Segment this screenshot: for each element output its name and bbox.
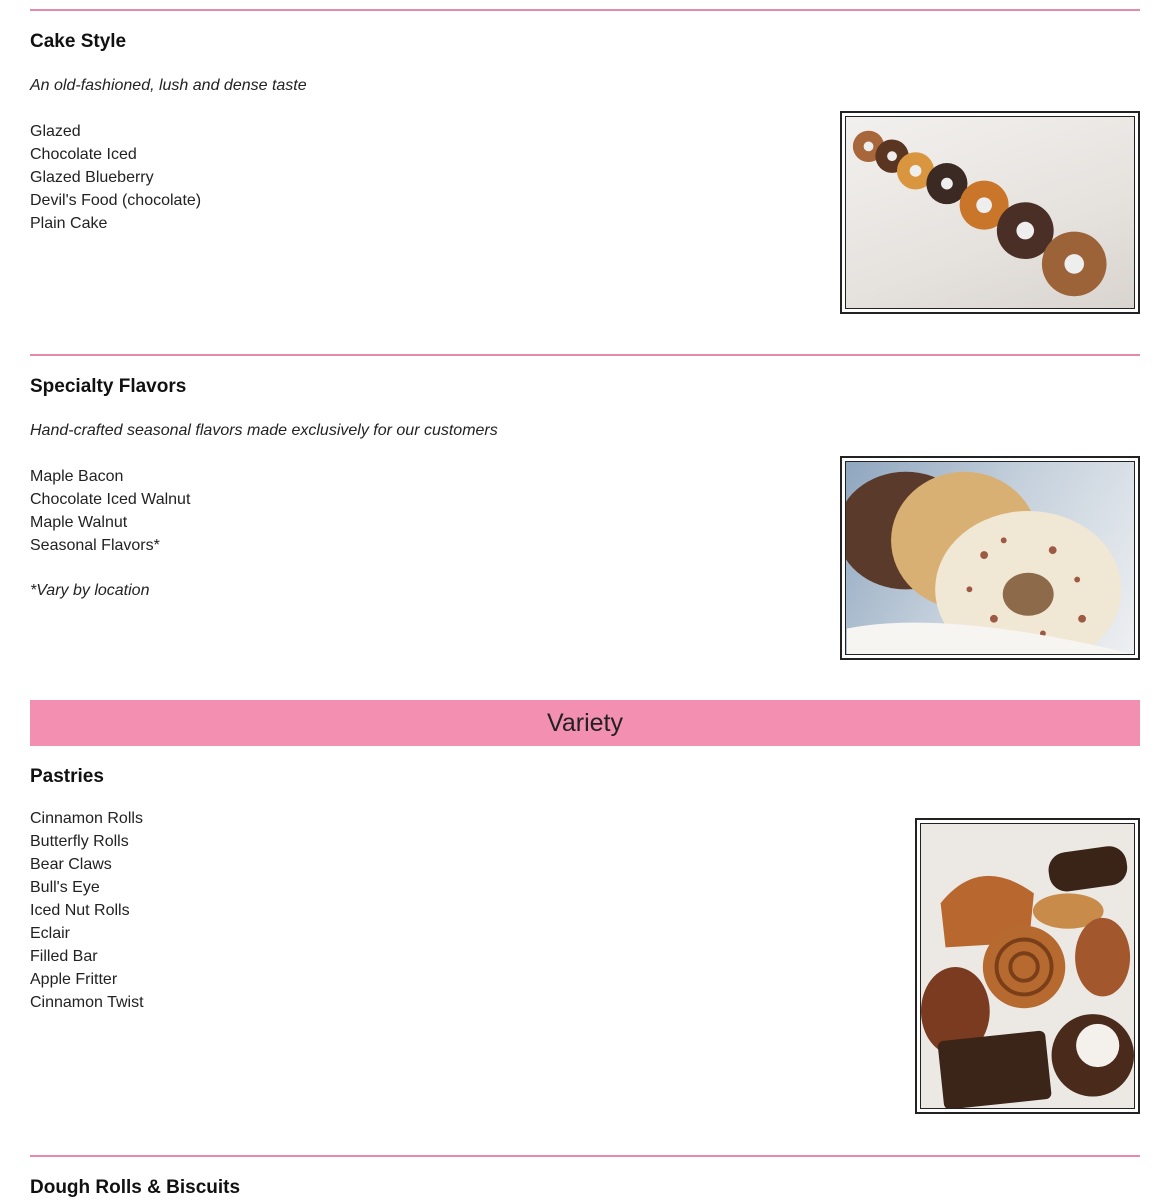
list-item: Glazed <box>30 123 81 140</box>
list-item: Butterfly Rolls <box>30 833 129 850</box>
pastries-list <box>30 807 144 1014</box>
variety-banner <box>30 700 1140 746</box>
list-item: Chocolate Iced Walnut <box>30 491 191 508</box>
variety-banner-title: Variety <box>547 708 623 737</box>
donuts-row-icon <box>846 117 1134 308</box>
specialty-tagline: Hand-crafted seasonal flavors made exclusively for our customers <box>30 422 498 439</box>
dough-rolls-heading: Dough Rolls & Biscuits <box>30 1177 241 1198</box>
list-item: Apple Fritter <box>30 971 118 988</box>
list-item: Chocolate Iced <box>30 146 137 163</box>
list-item: Bear Claws <box>30 856 112 873</box>
list-item: Plain Cake <box>30 215 108 232</box>
pastries-heading: Pastries <box>30 766 104 787</box>
list-item: Seasonal Flavors* <box>30 537 160 554</box>
list-item: Glazed Blueberry <box>30 169 154 186</box>
cake-style-heading: Cake Style <box>30 31 127 52</box>
pastries-photo <box>915 818 1140 1114</box>
list-item: Filled Bar <box>30 948 98 965</box>
specialty-list <box>30 465 190 557</box>
list-item: Devil's Food (chocolate) <box>30 192 202 209</box>
specialty-note: *Vary by location <box>30 582 150 599</box>
pastries-plate-icon <box>921 824 1134 1108</box>
section-divider <box>30 9 1140 11</box>
cake-donuts-photo <box>840 111 1140 314</box>
list-item: Cinnamon Rolls <box>30 810 143 827</box>
list-item: Maple Walnut <box>30 514 128 531</box>
list-item: Iced Nut Rolls <box>30 902 130 919</box>
section-divider <box>30 354 1140 356</box>
list-item: Eclair <box>30 925 71 942</box>
list-item: Cinnamon Twist <box>30 994 144 1011</box>
list-item: Bull's Eye <box>30 879 100 896</box>
list-item: Maple Bacon <box>30 468 124 485</box>
specialty-heading: Specialty Flavors <box>30 376 187 397</box>
cake-style-list <box>30 120 201 235</box>
specialty-donuts-photo <box>840 456 1140 660</box>
cake-style-tagline: An old-fashioned, lush and dense taste <box>30 77 307 94</box>
section-divider <box>30 1155 1140 1157</box>
specialty-donut-icon <box>846 462 1134 654</box>
